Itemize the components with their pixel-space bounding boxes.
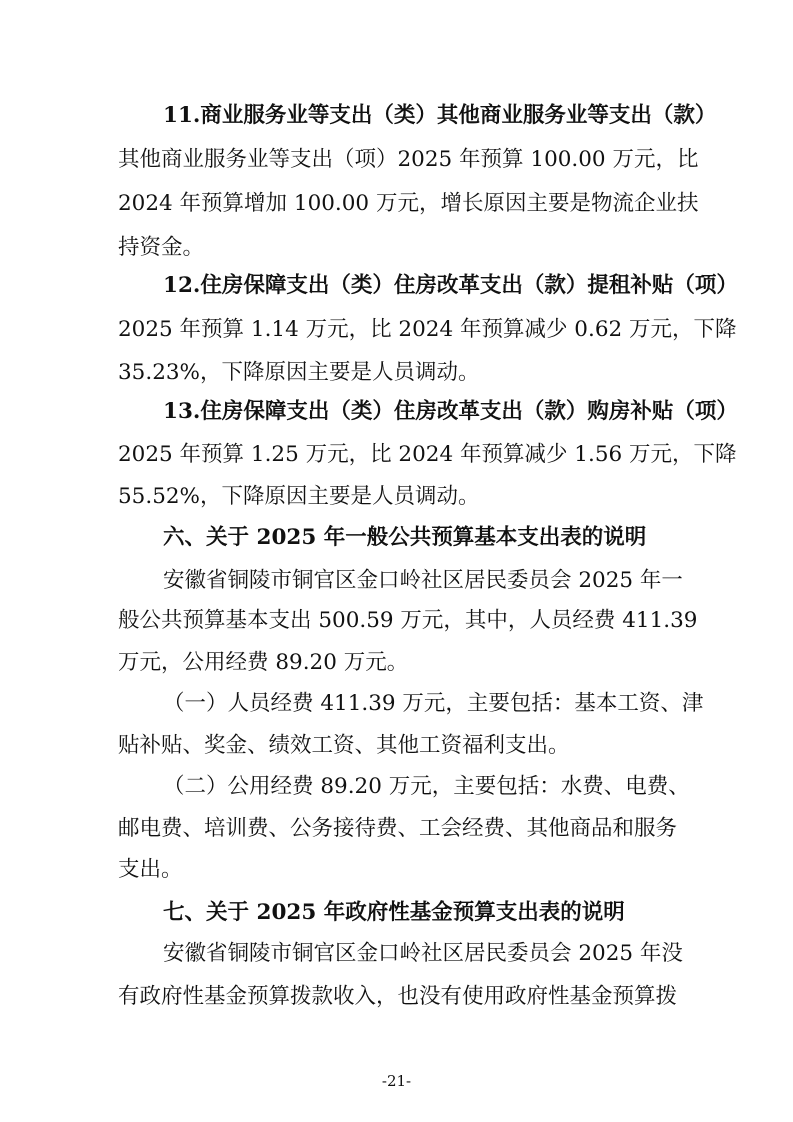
- public-expense-line-2: 邮电费、培训费、公务接待费、工会经费、其他商品和服务: [118, 816, 678, 841]
- section-seven-body-line-1: 安徽省铜陵市铜官区金口岭社区居民委员会 2025 年没: [163, 941, 683, 966]
- item-12-line-3: 35.23%，下降原因主要是人员调动。: [118, 360, 480, 385]
- personnel-expense-line-1: （一）人员经费 411.39 万元，主要包括：基本工资、津: [163, 691, 704, 716]
- item-13-heading: 13.住房保障支出（类）住房改革支出（款）购房补贴（项）: [163, 399, 738, 424]
- page-number: -21-: [381, 1072, 412, 1090]
- section-six-body-line-3: 万元，公用经费 89.20 万元。: [118, 650, 409, 675]
- item-12-line-2: 2025 年预算 1.14 万元，比 2024 年预算减少 0.62 万元，下降: [118, 317, 737, 342]
- section-seven-body-line-2: 有政府性基金预算拨款收入，也没有使用政府性基金预算拨: [118, 984, 678, 1009]
- personnel-expense-line-2: 贴补贴、奖金、绩效工资、其他工资福利支出。: [118, 733, 570, 758]
- public-expense-line-3: 支出。: [118, 857, 183, 882]
- section-seven-heading: 七、关于 2025 年政府性基金预算支出表的说明: [163, 900, 625, 925]
- item-11-line-3: 2024 年预算增加 100.00 万元，增长原因主要是物流企业扶: [118, 191, 699, 216]
- item-11-line-4: 持资金。: [118, 235, 205, 260]
- section-six-heading: 六、关于 2025 年一般公共预算基本支出表的说明: [163, 525, 647, 550]
- section-six-body-line-1: 安徽省铜陵市铜官区金口岭社区居民委员会 2025 年一: [163, 568, 683, 593]
- item-11-line-2: 其他商业服务业等支出（项）2025 年预算 100.00 万元，比: [118, 147, 699, 172]
- section-six-body-line-2: 般公共预算基本支出 500.59 万元，其中，人员经费 411.39: [118, 608, 698, 633]
- public-expense-line-1: （二）公用经费 89.20 万元，主要包括：水费、电费、: [163, 774, 690, 799]
- item-11-heading: 11.商业服务业等支出（类）其他商业服务业等支出（款）: [163, 103, 717, 128]
- item-12-heading: 12.住房保障支出（类）住房改革支出（款）提租补贴（项）: [163, 273, 738, 298]
- item-13-line-3: 55.52%，下降原因主要是人员调动。: [118, 484, 480, 509]
- item-13-line-2: 2025 年预算 1.25 万元，比 2024 年预算减少 1.56 万元，下降: [118, 442, 737, 467]
